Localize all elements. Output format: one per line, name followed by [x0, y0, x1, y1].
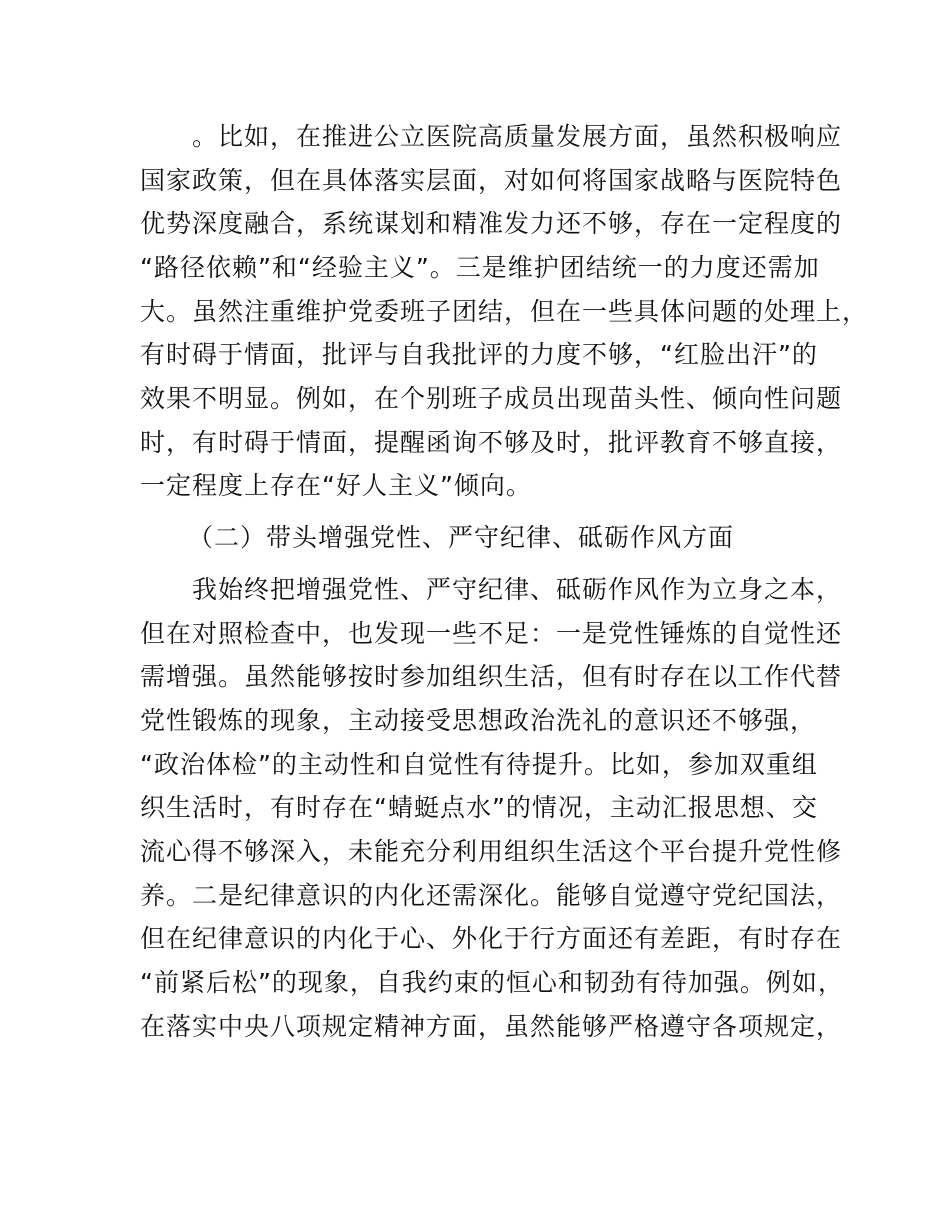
paragraph-line: 流心得不够深入，未能充分利用组织生活这个平台提升党性修: [140, 837, 843, 866]
paragraph-line: 大。虽然注重维护党委班子团结，但在一些具体问题的处理上，: [140, 297, 869, 326]
paragraph-line: “前紧后松”的现象，自我约束的恒心和韧劲有待加强。例如，: [140, 968, 844, 997]
paragraph-line: 我始终把增强党性、严守纪律、砥砺作风作为立身之本，: [140, 575, 843, 604]
paragraph-line: 在落实中央八项规定精神方面，虽然能够严格遵守各项规定，: [140, 1012, 843, 1041]
paragraph-line: 需增强。虽然能够按时参加组织生活，但有时存在以工作代替: [140, 662, 843, 691]
paragraph-line: 效果不明显。例如，在个别班子成员出现苗头性、倾向性问题: [140, 384, 843, 413]
paragraph-line: 一定程度上存在“好人主义”倾向。: [140, 471, 532, 500]
paragraph-line: 但在对照检查中，也发现一些不足：一是党性锤炼的自觉性还: [140, 619, 843, 648]
section-heading: （二）带头增强党性、严守纪律、砥砺作风方面: [188, 523, 735, 552]
paragraph-line: 养。二是纪律意识的内化还需深化。能够自觉遵守党纪国法，: [140, 881, 843, 910]
paragraph-line: “政治体检”的主动性和自觉性有待提升。比如，参加双重组: [140, 750, 818, 779]
paragraph-line: 国家政策，但在具体落实层面，对如何将国家战略与医院特色: [140, 166, 843, 195]
paragraph-line: 有时碍于情面，批评与自我批评的力度不够，“红脸出汗”的: [140, 340, 818, 369]
paragraph-line: 但在纪律意识的内化于心、外化于行方面还有差距，有时存在: [140, 924, 843, 953]
paragraph-line: 优势深度融合，系统谋划和精准发力还不够，存在一定程度的: [140, 209, 843, 238]
paragraph-line: “路径依赖”和“经验主义”。三是维护团结统一的力度还需加: [140, 253, 820, 282]
paragraph-line: 党性锻炼的现象，主动接受思想政治洗礼的意识还不够强，: [140, 706, 817, 735]
paragraph-line: 。比如，在推进公立医院高质量发展方面，虽然积极响应: [140, 122, 843, 151]
paragraph-line: 时，有时碍于情面，提醒函询不够及时，批评教育不够直接，: [140, 428, 843, 457]
paragraph-line: 织生活时，有时存在“蜻蜓点水”的情况，主动汇报思想、交: [140, 793, 818, 822]
